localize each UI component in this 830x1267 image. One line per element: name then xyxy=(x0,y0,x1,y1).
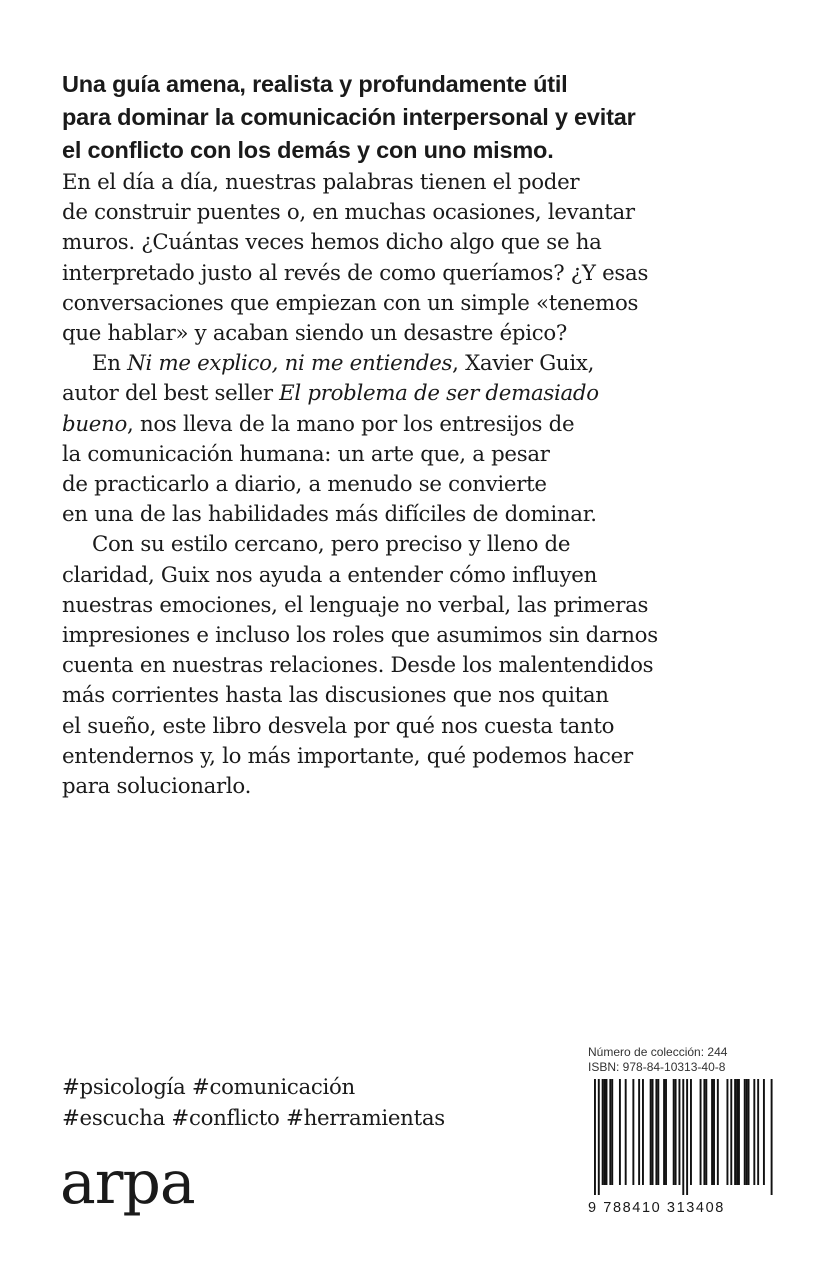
book-title: Ni me explico, ni me entiendes xyxy=(127,351,453,377)
text-line: En el día a día, nuestras palabras tienen el poder xyxy=(62,170,580,195)
isbn-label: ISBN: 978-84-10313-40-8 xyxy=(588,1060,726,1074)
text-line: en una de las habilidades más difíciles de dominar. xyxy=(62,502,597,528)
hashtags xyxy=(62,1072,445,1134)
book-title: El problema de ser demasiado xyxy=(279,381,599,407)
barcode-block xyxy=(588,1045,774,1217)
hashtag-line: #escucha #conflicto #herramientas xyxy=(62,1106,445,1131)
text-line: interpretado justo al revés de como queríamos? ¿Y esas xyxy=(62,260,649,286)
barcode-icon xyxy=(588,1079,774,1197)
paragraph-1 xyxy=(62,168,782,349)
tagline-line: el conflicto con los demás y con uno mismo. xyxy=(62,137,554,163)
text-line: la comunicación humana: un arte que, a pesar xyxy=(62,441,550,467)
text-line: más corrientes hasta las discusiones que nos quitan xyxy=(62,683,609,709)
text-line: nuestras emociones, el lenguaje no verbal, las primeras xyxy=(62,592,649,618)
text-line: conversaciones que empiezan con un simple «tenemos xyxy=(62,290,639,316)
text-line: cuenta en nuestras relaciones. Desde los malentendidos xyxy=(62,653,654,679)
tagline-line: Una guía amena, realista y profundamente útil xyxy=(62,71,568,97)
tagline-line: para dominar la comunicación interpersonal y evitar xyxy=(62,104,636,130)
text-line xyxy=(62,349,782,379)
text-run: En xyxy=(92,351,128,377)
book-title: bueno xyxy=(62,411,127,437)
paragraph-2 xyxy=(62,349,782,530)
text-line xyxy=(62,379,782,409)
text-line: que hablar» y acaban siendo un desastre épico? xyxy=(62,321,568,347)
publisher-logo: arpa xyxy=(60,1148,195,1218)
text-line: entendernos y, lo más importante, qué podemos hacer xyxy=(62,743,633,769)
synopsis xyxy=(62,168,782,802)
text-line xyxy=(62,410,782,440)
barcode-digits: 9 788410 313408 xyxy=(588,1200,725,1216)
text-line: para solucionarlo. xyxy=(62,774,252,800)
hashtag-line: #psicología #comunicación xyxy=(62,1075,355,1100)
tagline xyxy=(62,68,782,167)
paragraph-3 xyxy=(62,530,782,802)
text-line: el sueño, este libro desvela por qué nos cuesta tanto xyxy=(62,713,615,739)
text-run: , Xavier Guix, xyxy=(452,351,595,377)
text-line: Con su estilo cercano, pero preciso y lleno de xyxy=(92,532,571,558)
text-run: , nos lleva de la mano por los entresijos de xyxy=(127,411,575,437)
text-run: autor del best seller xyxy=(62,381,280,407)
text-line: impresiones e incluso los roles que asumimos sin darnos xyxy=(62,623,658,649)
text-line: claridad, Guix nos ayuda a entender cómo influyen xyxy=(62,562,598,588)
collection-number: Número de colección: 244 xyxy=(588,1045,728,1059)
text-line: muros. ¿Cuántas veces hemos dicho algo que se ha xyxy=(62,230,602,256)
text-line: de construir puentes o, en muchas ocasiones, levantar xyxy=(62,200,635,226)
text-line: de practicarlo a diario, a menudo se convierte xyxy=(62,472,547,498)
